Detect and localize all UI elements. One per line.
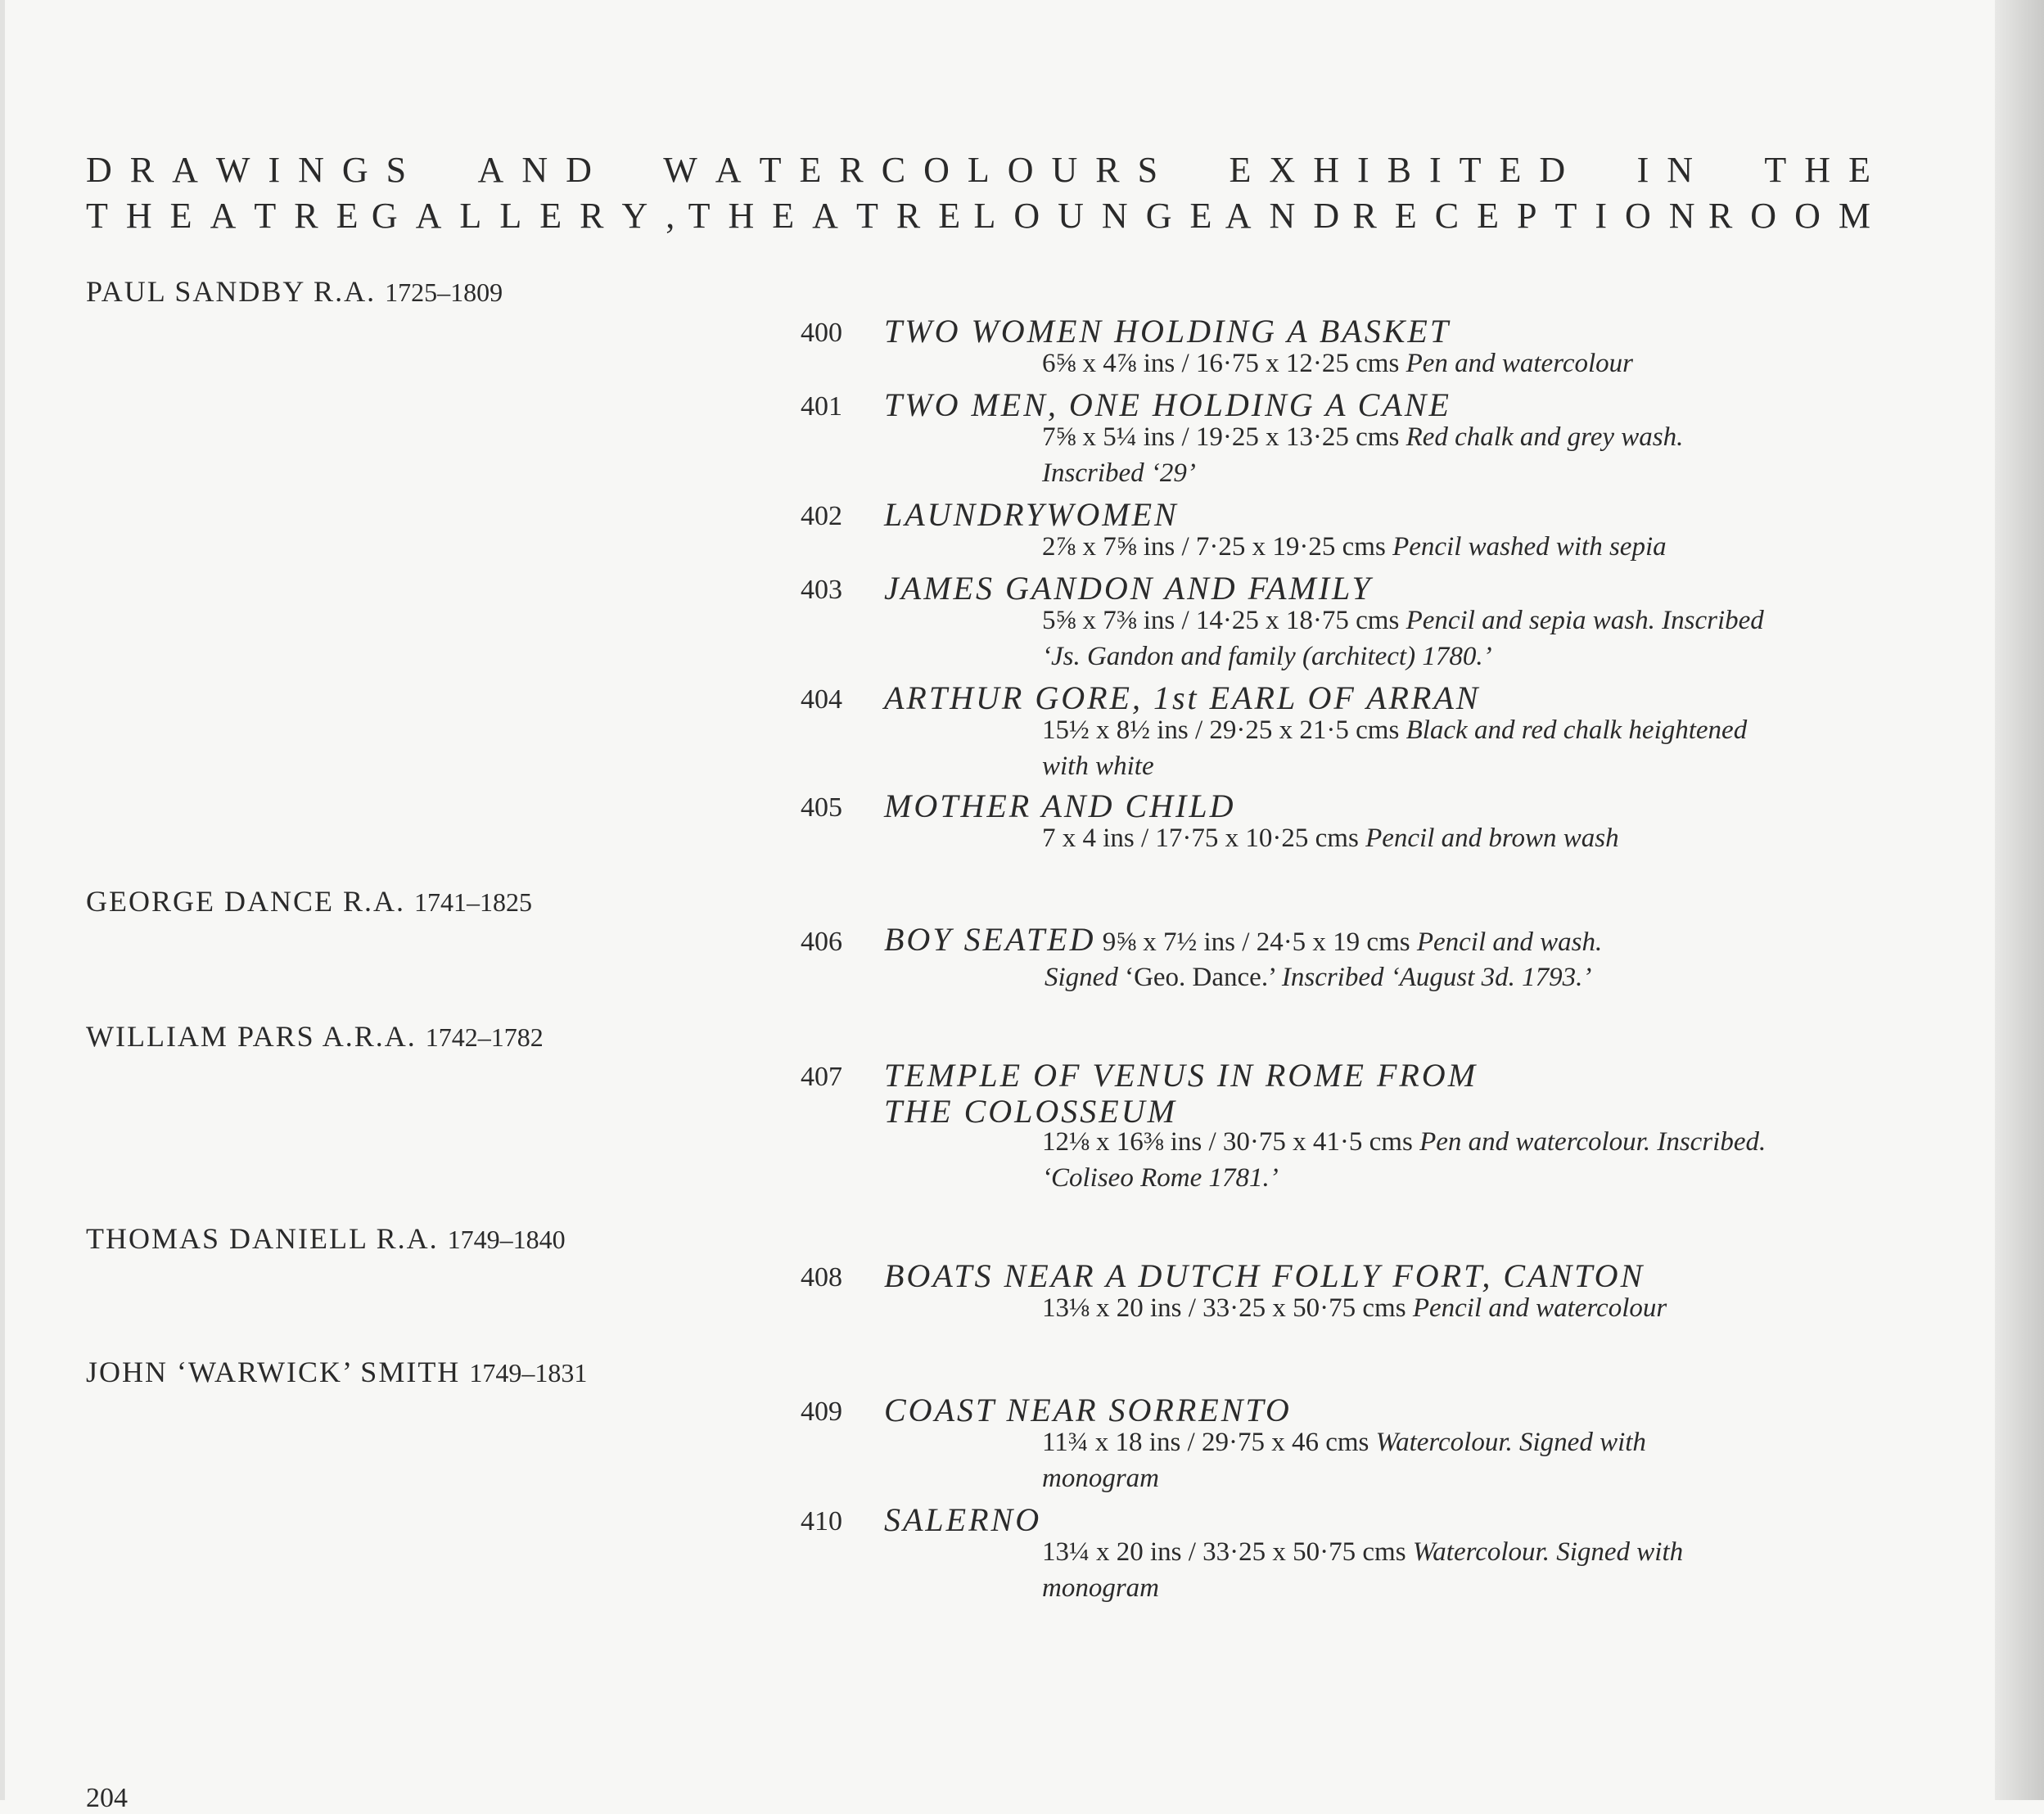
artist-name: PAUL SANDBY R.A. [86, 275, 377, 308]
artist-name: THOMAS DANIELL R.A. [86, 1222, 439, 1255]
heading-word: R E C E P T I O N [1352, 196, 1695, 236]
artist-dates: 1749–1840 [447, 1225, 566, 1254]
entry-number: 407 [801, 1062, 842, 1092]
entry-title: TWO MEN, ONE HOLDING A CANE [884, 386, 1451, 423]
entry-number: 401 [801, 391, 842, 422]
artist-john-warwick-smith [86, 1355, 587, 1389]
entry-medium: Pencil and sepia wash. Inscribed [1406, 606, 1764, 635]
entry-number: 403 [801, 575, 842, 605]
heading-word: A N D [1225, 196, 1340, 236]
entry-title: COAST NEAR SORRENTO [884, 1392, 1292, 1428]
entry-signed-label: Signed [1045, 963, 1118, 992]
entry-medium: Watercolour. Signed with [1375, 1428, 1646, 1457]
entry-medium: Red chalk and grey wash. [1406, 422, 1684, 452]
artist-name: JOHN ‘WARWICK’ SMITH [86, 1356, 461, 1388]
entry-number: 405 [801, 792, 842, 823]
entry-details [1042, 712, 1885, 784]
entry-dimensions: 7 x 4 ins / 17·75 x 10·25 cms [1042, 824, 1359, 853]
artist-paul-sandby [86, 274, 503, 309]
entry-title-continued: THE COLOSSEUM [884, 1093, 1177, 1130]
entry-medium: Pencil and watercolour [1412, 1293, 1667, 1323]
entry-medium: Pencil and wash. [1416, 927, 1603, 957]
entry-dimensions: 11¾ x 18 ins / 29·75 x 46 cms [1042, 1428, 1369, 1457]
heading-word: T H E A T R E [688, 196, 961, 236]
artist-william-pars [86, 1019, 544, 1054]
entry-number: 408 [801, 1262, 842, 1293]
entry-dimensions: 5⅝ x 7⅜ ins / 14·25 x 18·75 cms [1042, 606, 1400, 635]
page-number: 204 [86, 1783, 128, 1813]
heading-word: W A T E R C O L O U R S [663, 150, 1158, 190]
heading-word: D R A W I N G S [86, 150, 407, 190]
heading-word: I N [1636, 150, 1694, 190]
heading-word: T H E A T R E [86, 196, 359, 236]
heading-word: E X H I B I T E D [1229, 150, 1566, 190]
artist-name: WILLIAM PARS A.R.A. [86, 1020, 417, 1053]
heading-word: A N D [477, 150, 592, 190]
entry-inscription: Inscribed ‘August 3d. 1793.’ [1281, 963, 1592, 992]
entry-inscription: ‘Js. Gandon and family (architect) 1780.’ [1042, 642, 1492, 671]
heading-word: R O O M [1708, 196, 1870, 236]
entry-title: BOY SEATED [884, 921, 1096, 958]
entry-details [1042, 602, 1885, 675]
entry-number: 410 [801, 1506, 842, 1536]
entry-number: 404 [801, 684, 842, 715]
entry-details [1042, 1290, 1885, 1326]
entry-inscription: ‘Coliseo Rome 1781.’ [1042, 1163, 1279, 1193]
entry-number: 409 [801, 1397, 842, 1427]
heading-line-1 [86, 147, 1870, 193]
entry-details [884, 922, 1883, 960]
entry-dimensions: 2⅞ x 7⅝ ins / 7·25 x 19·25 cms [1042, 532, 1386, 562]
entry-title: LAUNDRYWOMEN [884, 496, 1179, 533]
artist-thomas-daniell [86, 1221, 566, 1256]
entry-title: BOATS NEAR A DUTCH FOLLY FORT, CANTON [884, 1257, 1645, 1294]
entry-dimensions: 9⅝ x 7½ ins / 24·5 x 19 cms [1102, 927, 1410, 957]
heading-line-2 [86, 193, 1870, 239]
entry-dimensions: 12⅛ x 16⅜ ins / 30·75 x 41·5 cms [1042, 1127, 1413, 1157]
entry-medium: Pencil washed with sepia [1392, 532, 1667, 562]
entry-dimensions: 7⅝ x 5¼ ins / 19·25 x 13·25 cms [1042, 422, 1400, 452]
heading-word: T H E [1764, 150, 1870, 190]
entry-title: ARTHUR GORE, 1st EARL OF ARRAN [884, 679, 1481, 716]
entry-details [1042, 820, 1885, 856]
entry-inscription: Inscribed ‘29’ [1042, 458, 1196, 488]
entry-title: TEMPLE OF VENUS IN ROME FROM [884, 1057, 1478, 1094]
entry-signature: ‘Geo. Dance.’ [1125, 963, 1275, 992]
entry-dimensions: 15½ x 8½ ins / 29·25 x 21·5 cms [1042, 715, 1400, 745]
entry-dimensions: 13¼ x 20 ins / 33·25 x 50·75 cms [1042, 1537, 1406, 1567]
artist-name: GEORGE DANCE R.A. [86, 885, 405, 918]
entry-details [1042, 345, 1885, 381]
entry-medium-continued: with white [1042, 751, 1154, 781]
artist-dates: 1749–1831 [469, 1358, 588, 1388]
heading-word: G A L L E R Y , [371, 196, 675, 236]
entry-number: 400 [801, 318, 842, 348]
entry-details [1042, 419, 1885, 491]
page-gutter [0, 0, 5, 1800]
entry-details [1042, 1424, 1885, 1496]
entry-medium: Watercolour. Signed with [1412, 1537, 1684, 1567]
section-heading [86, 147, 1870, 239]
entry-number: 402 [801, 501, 842, 531]
entry-details [1042, 1534, 1885, 1606]
entry-medium: Pen and watercolour [1406, 349, 1633, 378]
artist-george-dance [86, 884, 532, 918]
entry-title: JAMES GANDON AND FAMILY [884, 570, 1373, 607]
entry-medium: Pencil and brown wash [1365, 824, 1619, 853]
entry-title: TWO WOMEN HOLDING A BASKET [884, 313, 1451, 350]
entry-details-line-2 [1045, 959, 1888, 995]
artist-dates: 1725–1809 [385, 278, 503, 307]
entry-number: 406 [801, 927, 842, 957]
entry-dimensions: 6⅝ x 4⅞ ins / 16·75 x 12·25 cms [1042, 349, 1400, 378]
entry-medium: Black and red chalk heightened [1406, 715, 1748, 745]
artist-dates: 1741–1825 [414, 887, 532, 917]
entry-medium-continued: monogram [1042, 1464, 1160, 1493]
entry-title: SALERNO [884, 1501, 1042, 1538]
heading-word: L O U N G E [973, 196, 1212, 236]
entry-medium-continued: monogram [1042, 1573, 1160, 1603]
artist-dates: 1742–1782 [425, 1022, 544, 1052]
page-edge-shadow [1995, 0, 2044, 1800]
entry-details [1042, 1124, 1885, 1196]
entry-details [1042, 529, 1885, 565]
entry-dimensions: 13⅛ x 20 ins / 33·25 x 50·75 cms [1042, 1293, 1406, 1323]
entry-medium: Pen and watercolour. Inscribed. [1419, 1127, 1767, 1157]
entry-title: MOTHER AND CHILD [884, 787, 1236, 824]
